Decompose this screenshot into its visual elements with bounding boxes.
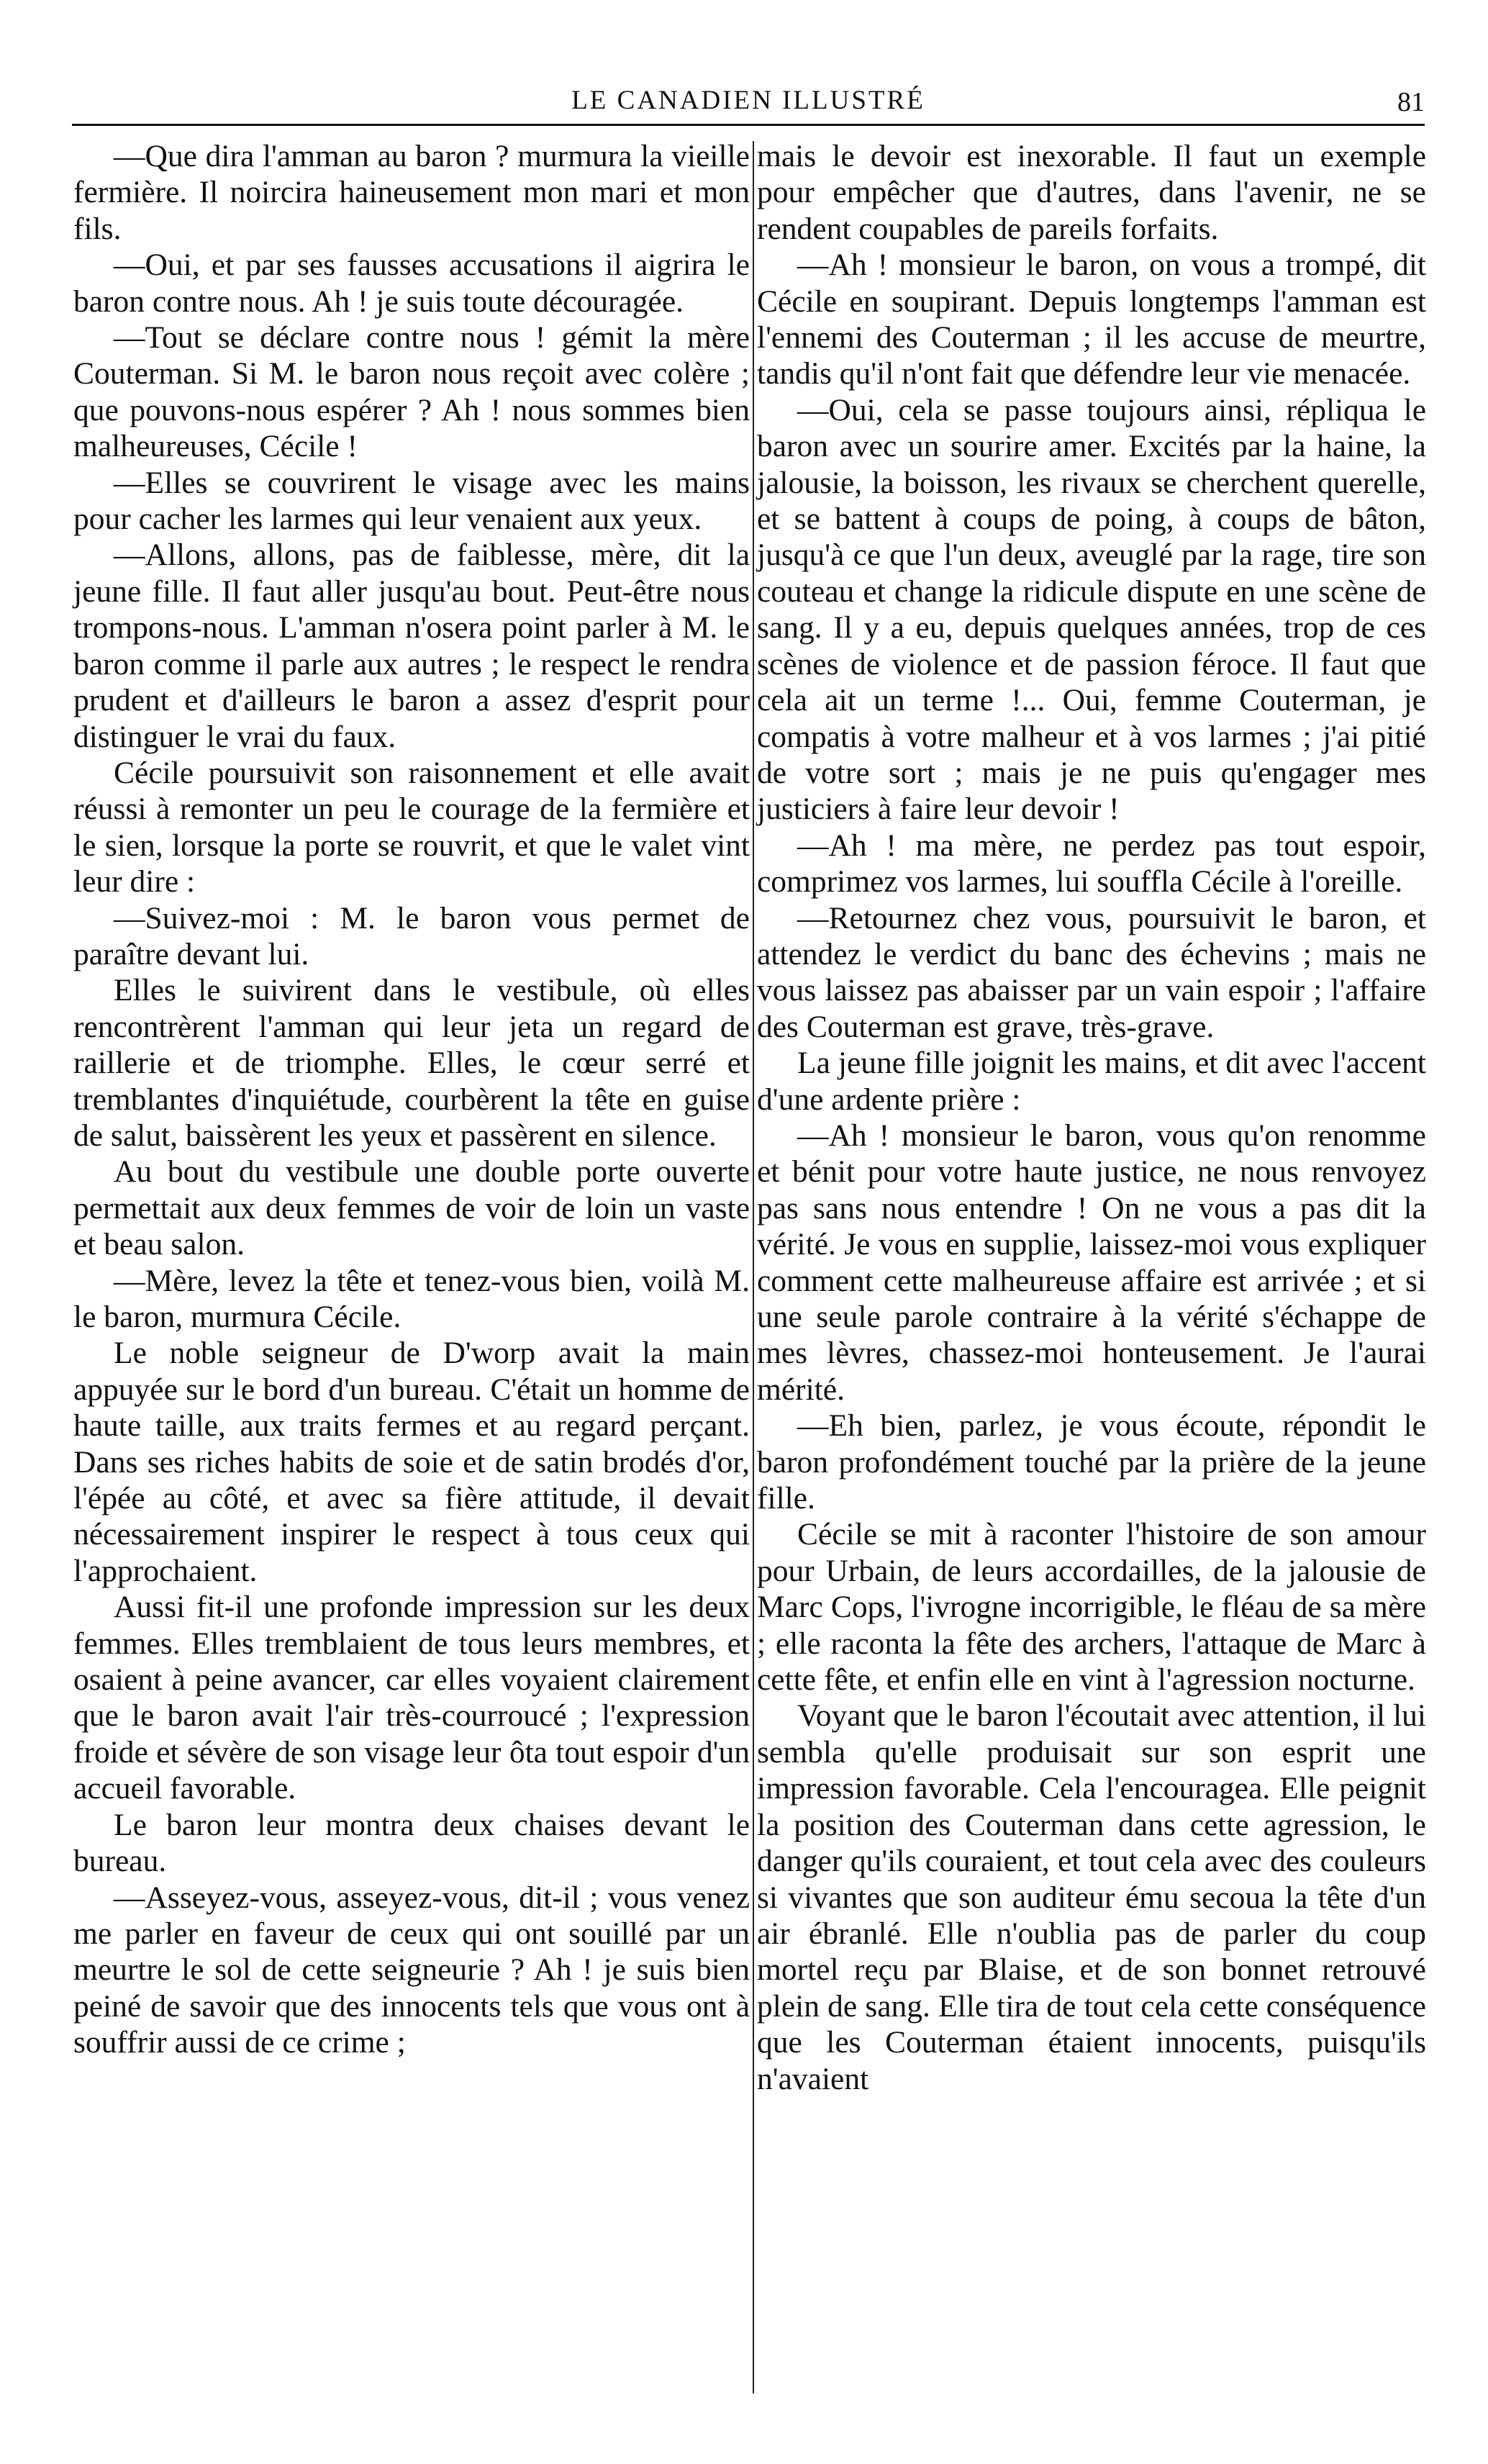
paragraph: Cécile poursuivit son raisonnement et elle avait réussi à remonter un peu le courage de la fermière et le sien, lorsque la porte se rouvrit, et que le valet vint leur dire : xyxy=(73,755,750,900)
paragraph: —Tout se déclare contre nous ! gémit la mère Couterman. Si M. le baron nous reçoit avec colère ; que pouvons-nous espérer ? Ah ! nous sommes bien malheureuses, Cécile ! xyxy=(73,320,750,464)
paragraph: Le baron leur montra deux chaises devant le bureau. xyxy=(73,1807,750,1879)
paragraph: —Oui, et par ses fausses accusations il aigrira le baron contre nous. Ah ! je suis toute découragée. xyxy=(73,248,750,319)
paragraph: —Allons, allons, pas de faiblesse, mère, dit la jeune fille. Il faut aller jusqu'au bout. Peut-être nous trompons-nous. L'amman n'osera point parler à M. le baron comme il parle aux autres ; le respect le rendra prudent et d'ailleurs le baron a assez d'esprit pour distinguer le vrai du faux. xyxy=(73,538,750,754)
paragraph: —Eh bien, parlez, je vous écoute, répondit le baron profondément touché par la prière de la jeune fille. xyxy=(757,1408,1426,1516)
paragraph: La jeune fille joignit les mains, et dit avec l'accent d'une ardente prière : xyxy=(757,1046,1426,1117)
paragraph: Le noble seigneur de D'worp avait la main appuyée sur le bord d'un bureau. C'était un homme de haute taille, aux traits fermes et au regard perçant. Dans ses riches habits de soie et de satin brodés d'or, l'épée au côté, et avec sa fière attitude, il devait nécessairement inspirer le respect à tous ceux qui l'approchaient. xyxy=(73,1336,750,1588)
paragraph: —Ah ! monsieur le baron, on vous a trompé, dit Cécile en soupirant. Depuis longtemps l'amman est l'ennemi des Couterman ; il les accuse de meurtre, tandis qu'il n'ont fait que défendre leur vie menacée. xyxy=(757,248,1426,391)
right-column xyxy=(757,138,1426,2097)
paragraph: —Ah ! ma mère, ne perdez pas tout espoir, comprimez vos larmes, lui souffla Cécile à l'oreille. xyxy=(757,828,1426,900)
column-divider xyxy=(753,141,754,2393)
paragraph: —Oui, cela se passe toujours ainsi, répliqua le baron avec un sourire amer. Excités par la haine, la jalousie, la boisson, les rivaux se cherchent querelle, et se battent à coups de poing, à coups de bâton, jusqu'à ce que l'un deux, aveuglé par la rage, tire son couteau et change la ridicule dispute en une scène de sang. Il y a eu, depuis quelques années, trop de ces scènes de violence et de passion féroce. Il faut que cela ait un terme !... Oui, femme Couterman, je compatis à votre malheur et à vos larmes ; j'ai pitié de votre sort ; mais je ne puis qu'engager mes justiciers à faire leur devoir ! xyxy=(757,392,1426,827)
header-rule xyxy=(72,124,1425,126)
paragraph: Elles le suivirent dans le vestibule, où elles rencontrèrent l'amman qui leur jeta un regard de raillerie et de triomphe. Elles, le cœur serré et tremblantes d'inquiétude, courbèrent la tête en guise de salut, baissèrent les yeux et passèrent en silence. xyxy=(73,973,750,1153)
running-title: LE CANADIEN ILLUSTRÉ xyxy=(571,86,925,115)
page-number: 81 xyxy=(1397,87,1425,117)
paragraph: Au bout du vestibule une double porte ouverte permettait aux deux femmes de voir de loin un vaste et beau salon. xyxy=(73,1154,750,1262)
left-column xyxy=(73,138,750,2061)
paragraph: —Retournez chez vous, poursuivit le baron, et attendez le verdict du banc des échevins ; mais ne vous laissez pas abaisser par un vain espoir ; l'affaire des Couterman est grave, très-grave. xyxy=(757,900,1426,1044)
paragraph: —Ah ! monsieur le baron, vous qu'on renomme et bénit pour votre haute justice, ne nous renvoyez pas sans nous entendre ! On ne vous a pas dit la vérité. Je vous en supplie, laissez-moi vous expliquer comment cette malheureuse affaire est arrivée ; et si une seule parole contraire à la vérité s'échappe de mes lèvres, chassez-moi honteusement. Je l'aurai mérité. xyxy=(757,1118,1426,1407)
paragraph: —Que dira l'amman au baron ? murmura la vieille fermière. Il noircira haineusement mon mari et mon fils. xyxy=(73,139,750,246)
paragraph: —Mère, levez la tête et tenez-vous bien, voilà M. le baron, murmura Cécile. xyxy=(73,1263,750,1334)
paragraph: Aussi fit-il une profonde impression sur les deux femmes. Elles tremblaient de tous leurs membres, et osaient à peine avancer, car elles voyaient clairement que le baron avait l'air très-courroucé ; l'expression froide et sévère de son visage leur ôta tout espoir d'un accueil favorable. xyxy=(73,1590,750,1806)
paragraph: —Elles se couvrirent le visage avec les mains pour cacher les larmes qui leur venaient aux yeux. xyxy=(73,465,750,537)
paragraph-continued: mais le devoir est inexorable. Il faut un exemple pour empêcher que d'autres, dans l'avenir, ne se rendent coupables de pareils forfaits. xyxy=(757,139,1426,246)
paragraph: —Suivez-moi : M. le baron vous permet de paraître devant lui. xyxy=(73,900,750,971)
paragraph: —Asseyez-vous, asseyez-vous, dit-il ; vous venez me parler en faveur de ceux qui ont souillé par un meurtre le sol de cette seigneurie ? Ah ! je suis bien peiné de savoir que des innocents tels que vous ont à souffrir aussi de ce crime ; xyxy=(73,1880,750,2060)
paragraph: Cécile se mit à raconter l'histoire de son amour pour Urbain, de leurs accordailles, de la jalousie de Marc Cops, l'ivrogne incorrigible, le fléau de sa mère ; elle raconta la fête des archers, l'attaque de Marc à cette fête, et enfin elle en vint à l'agression nocturne. xyxy=(757,1517,1426,1698)
paragraph: Voyant que le baron l'écoutait avec attention, il lui sembla qu'elle produisait sur son esprit une impression favorable. Cela l'encouragea. Elle peignit la position des Couterman dans cette agression, le danger qu'ils couraient, et tout cela avec des couleurs si vivantes que son auditeur ému secoua la tête d'un air ébranlé. Elle n'oublia pas de parler du coup mortel reçu par Blaise, et de son bonnet retrouvé plein de sang. Elle tira de tout cela cette conséquence que les Couterman étaient innocents, puisqu'ils n'avaient xyxy=(757,1698,1426,2096)
page-header xyxy=(72,85,1425,128)
